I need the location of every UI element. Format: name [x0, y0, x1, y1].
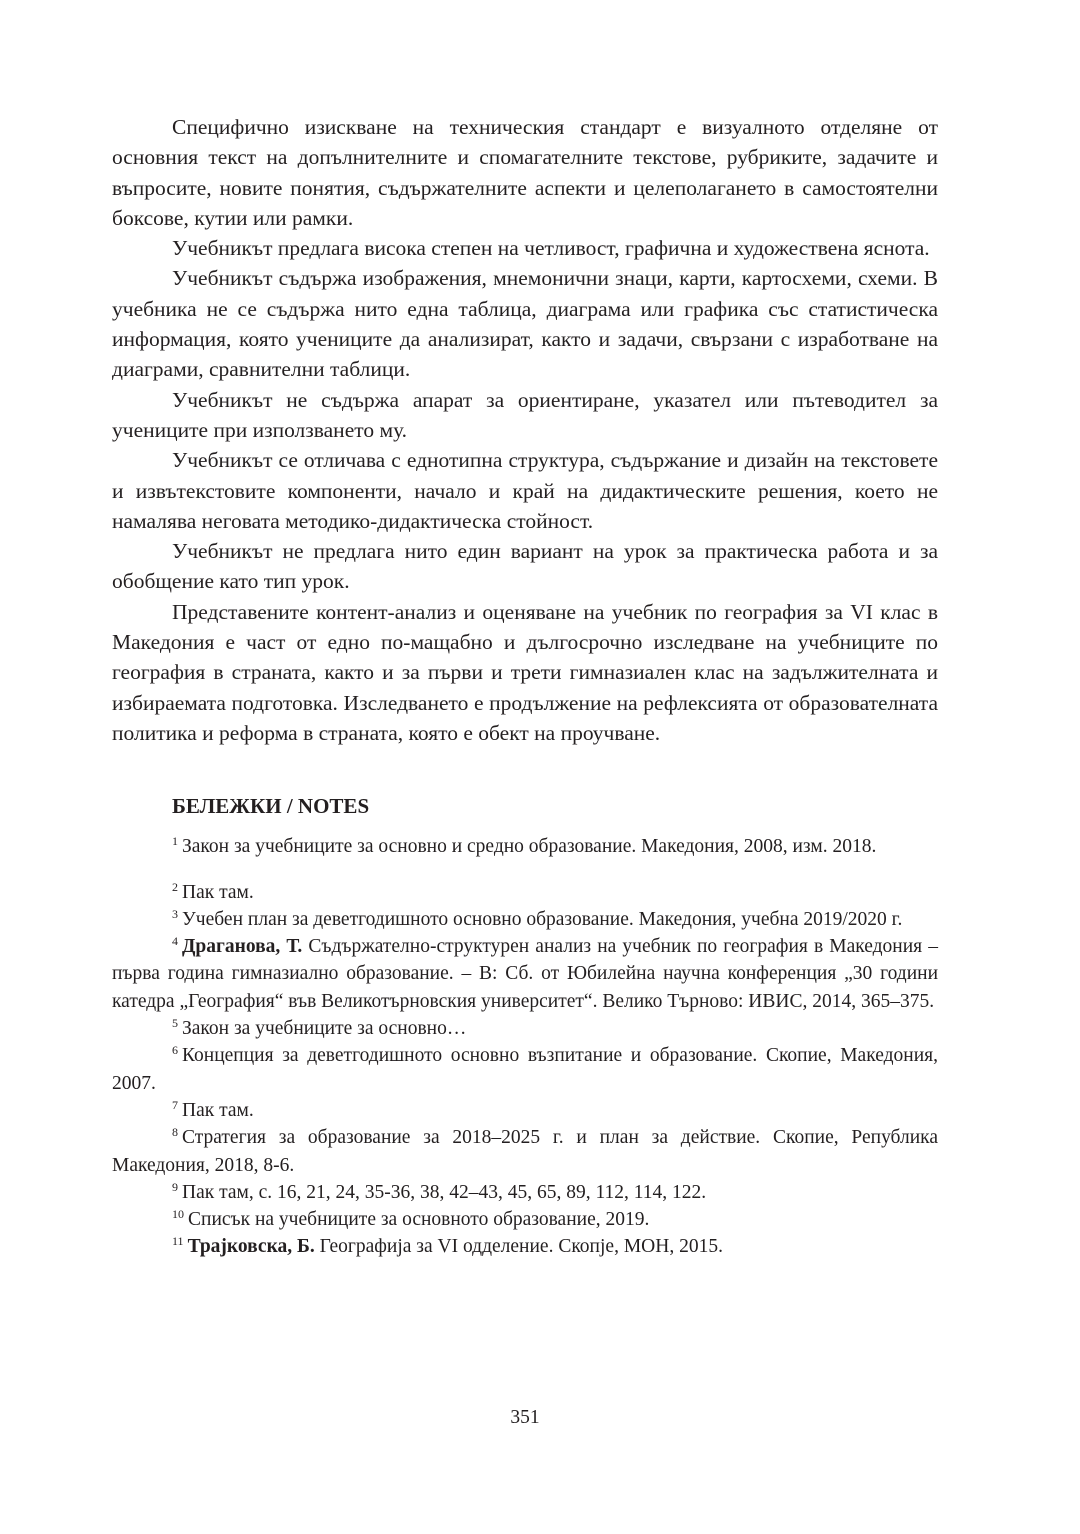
note-text: Закон за учебниците за основно и средно образование. Македония, 2008, изм. 2018. — [182, 836, 877, 858]
note-number: 11 — [172, 1234, 184, 1249]
note-item — [112, 879, 938, 906]
note-text: Съдържателно-структурен анализ на учебник по география в Македония – първа година гимназиално образование. – В: Сб. от Юбилейна научна конференция „30 години катедра „География“ във Великотърновския университет“. Велико Търново: ИВИС, 2014, 365–375. — [112, 936, 939, 1012]
paragraph: Учебникът не съдържа апарат за ориентиране, указател или пътеводител за учениците при използването му. — [112, 387, 938, 442]
paragraph: Представените контент-анализ и оценяване на учебник по география за VI клас в Македония е част от едно по-мащабно и дългосрочно изследване на учебниците по география в страната, както и за първи и трети гимназиален клас на задължителната и избираемата подготовка. Изследването е продължение на рефлексията от образователната политика и реформа в страната, която е обект на проучване. — [112, 599, 938, 745]
note-number: 6 — [172, 1043, 178, 1058]
paragraph: Учебникът съдържа изображения, мнемонични знаци, карти, картосхеми, схеми. В учебника не се съдържа нито една таблица, диаграма или графика със статистическа информация, която учениците да анализират, както и задачи, свързани с изработване на диаграми, сравнителни таблици. — [112, 266, 938, 382]
note-item — [112, 1206, 938, 1233]
note-text: Географија за VI одделение. Скопје, МОН, 2015. — [314, 1236, 723, 1258]
note-number: 4 — [172, 934, 178, 949]
note-number: 5 — [172, 1016, 178, 1031]
note-item — [112, 833, 938, 860]
paragraph: Учебникът се отличава с еднотипна структура, съдържание и дизайн на текстовете и извътекстовите компоненти, начало и край на дидактическите решения, което не намалява неговата методико-дидактическа стойност. — [112, 448, 938, 533]
note-item — [112, 1015, 938, 1042]
paragraph: Учебникът предлага висока степен на четливост, графична и художествена яснота. — [172, 236, 930, 261]
note-text: Закон за учебниците за основно… — [182, 1018, 467, 1040]
note-number: 10 — [172, 1207, 184, 1222]
note-text: Стратегия за образование за 2018–2025 г. и план за действие. Скопие, Република Македония, 2018, 8-6. — [112, 1127, 938, 1176]
note-number: 7 — [172, 1097, 178, 1112]
note-number: 1 — [172, 834, 178, 849]
note-item — [112, 933, 938, 1015]
note-text: Пак там. — [182, 1099, 254, 1121]
note-text: Пак там, с. 16, 21, 24, 35-36, 38, 42–43, 45, 65, 89, 112, 114, 122. — [182, 1181, 707, 1203]
note-item — [112, 1124, 938, 1179]
paragraph: Специфично изискване на техническия стандарт е визуалното отделяне от основния текст на допълнителните и спомагателните текстове, рубриките, задачите и въпросите, новите понятия, съдържателните аспекти и целеполагането в самостоятелни боксове, кутии или рамки. — [112, 115, 938, 230]
paragraph: Учебникът не предлага нито един вариант на урок за практическа работа и за обобщение като тип урок. — [112, 539, 938, 594]
notes-list — [112, 833, 938, 1260]
note-text: Списък на учебниците за основното образование, 2019. — [188, 1209, 650, 1231]
note-text: Пак там. — [182, 881, 254, 903]
note-number: 9 — [172, 1179, 178, 1194]
note-number: 3 — [172, 906, 178, 921]
note-number: 2 — [172, 879, 178, 894]
page-content — [112, 112, 938, 1261]
note-number: 8 — [172, 1125, 178, 1140]
note-item — [112, 906, 938, 933]
main-text — [112, 112, 938, 748]
note-item — [112, 1042, 938, 1097]
note-item — [112, 1097, 938, 1124]
note-item — [112, 1233, 938, 1260]
note-author: Трајковска, Б. — [187, 1236, 315, 1258]
note-text: Учебен план за деветгодишното основно образование. Македония, учебна 2019/2020 г. — [182, 908, 903, 930]
page-number: 351 — [510, 1407, 540, 1428]
note-item — [112, 1179, 938, 1206]
notes-heading: БЕЛЕЖКИ / NOTES — [172, 794, 370, 819]
note-text: Концепция за деветгодишното основно възпитание и образование. Скопие, Македония, 2007. — [112, 1045, 938, 1094]
note-author: Драганова, Т. — [182, 936, 303, 958]
